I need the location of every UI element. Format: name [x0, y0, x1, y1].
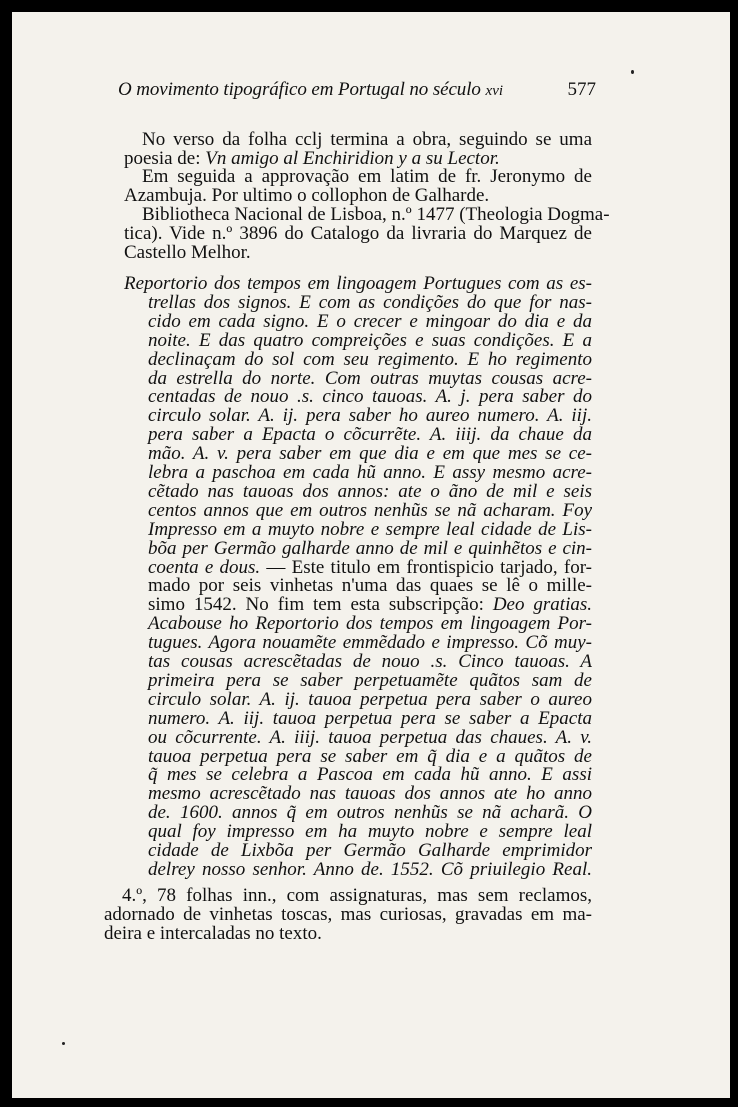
text-run: tas cousas acrescẽtadas de nouo .s. Cinco tauoas. A [148, 651, 592, 672]
text-run: mado por seis vinhetas n'uma das quaes se lê o mille- [148, 575, 592, 597]
text-run: 4.º, 78 folhas inn., com assignaturas, mas sem reclamos, [122, 885, 592, 906]
text-run: simo 1542. No fim tem esta subscripção: [148, 594, 493, 616]
text-run: pera saber a Epacta o cõcurrẽte. A. iiij. da chaue da [148, 424, 592, 446]
text-run: lebra a paschoa em cada hũ anno. E assy mesmo acre- [148, 462, 592, 483]
text-run: Bibliotheca Nacional de Lisboa, n.º 1477 (Theologia Dogma- [142, 204, 610, 225]
text-run: q̃ mes se celebra a Pascoa em cada hũ anno. E assi [148, 764, 592, 786]
running-header [118, 78, 596, 103]
text-run: Em seguida a approvação em latim de fr. Jeronymo de [142, 166, 592, 187]
book-page [12, 12, 730, 1098]
text-run: ou cõcurrente. A. iiij. tauoa perpetua das chaues. A. v. [148, 726, 592, 748]
text-run: cido em cada signo. E o crecer e mingoar do dia e da [148, 310, 592, 332]
text-run: tugues. Agora nouamẽte emmẽdado e impresso. Cõ muy- [148, 632, 592, 654]
text-run: trellas dos signos. E com as condições do que for nas- [148, 291, 592, 313]
text-run: cẽtado nas tauoas dos annos: ate o ãno de mil e seis [148, 480, 592, 502]
text-run: tica). Vide n.º 3896 do Catalogo da livraria do Marquez de [124, 222, 592, 244]
text-run: coenta e dous. [148, 556, 261, 578]
text-run: adornado de vinhetas toscas, mas curiosas, gravadas em ma- [104, 903, 592, 925]
running-title: O movimento tipográfico em Portugal no século [118, 79, 481, 100]
text-run: da estrella do norte. Com outras muytas cousas acre- [148, 367, 592, 389]
text-run: Deo gratias. [492, 594, 593, 616]
text-run: Vn amigo al Enchiridion y a su Lector. [205, 147, 500, 169]
ink-speck [62, 1042, 65, 1045]
text-run: centos annos que em outros nenhũs se nã acharam. Foy [148, 499, 592, 521]
text-run: tauoa perpetua pera se saber em q̃ dia e a quãtos de [148, 745, 592, 767]
text-line [124, 186, 592, 206]
text-run: — Este titulo em frontispicio tarjado, for- [260, 556, 592, 578]
text-run: Impresso em a muyto nobre e sempre leal cidade de Lis- [148, 518, 592, 540]
text-line [148, 860, 592, 880]
text-run: bõa per Germão galharde anno de mil e quinhẽtos e cin- [148, 537, 592, 559]
page-number: 577 [567, 79, 596, 100]
text-run: circulo solar. A. ij. tauoa perpetua pera saber o aureo [148, 688, 592, 710]
text-run: primeira pera se saber perpetuamẽte quãtos sam de [148, 669, 592, 691]
text-run: poesia de: [124, 147, 206, 169]
text-run: de. 1600. annos q̃ em outros nenhũs se nã acharã. O [148, 802, 592, 824]
ink-speck [631, 70, 634, 74]
text-run: mão. A. v. pera saber em que dia e em que mes se ce- [148, 443, 592, 465]
text-run: mesmo acrescẽtado nas tauoas dos annos ate ho anno [148, 783, 592, 805]
text-run: Castello Melhor. [124, 241, 251, 263]
text-run: circulo solar. A. ij. pera saber ho aureo numero. A. iij. [148, 405, 592, 427]
text-run: Reportorio dos tempos em lingoagem Portugues com as es- [124, 273, 592, 294]
text-run: cidade de Lixbõa per Germão Galharde emprimidor [148, 840, 592, 861]
text-run: deira e intercaladas no texto. [104, 922, 322, 944]
text-run: declinaçam do sol com seu regimento. E ho regimento [148, 348, 592, 370]
text-run: noite. E das quatro compreições e suas condições. E a [148, 329, 592, 351]
text-line [104, 924, 592, 944]
text-run: Acabouse ho Reportorio dos tempos em lingoagem Por- [148, 613, 592, 635]
text-run: qual foy impresso em ha muyto nobre e sempre leal [148, 821, 592, 843]
text-run: centadas de nouo .s. cinco tauoas. A. j. pera saber do [148, 386, 592, 408]
century-numeral: xvi [485, 83, 504, 99]
text-line [124, 243, 592, 263]
text-run: Azambuja. Por ultimo o collophon de Galharde. [124, 184, 490, 206]
text-run: No verso da folha cclj termina a obra, seguindo se uma [142, 129, 592, 150]
text-run: numero. A. iij. tauoa perpetua pera se saber a Epacta [148, 707, 592, 729]
text-run: delrey nosso senhor. Anno de. 1552. Cõ priuilegio Real. [148, 858, 592, 880]
